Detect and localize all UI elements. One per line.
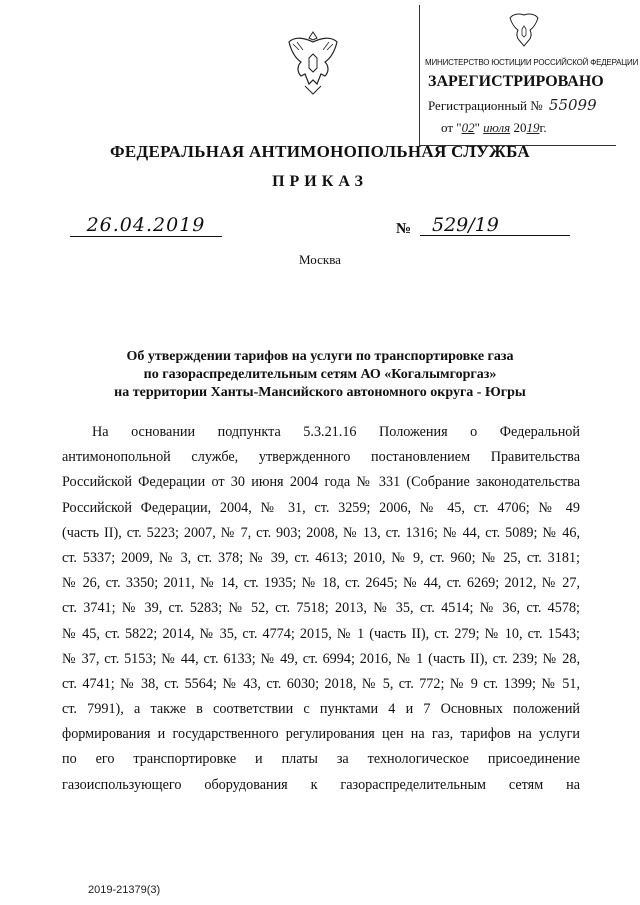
body-line: ст. 5337; 2009, № 3, ст. 378; № 39, ст. 4613; 2010, № 9, ст. 960; № 25, ст. 3181; — [62, 549, 580, 566]
stamp-date-prefix: от " — [441, 120, 462, 135]
stamp-date-year-prefix: 20 — [513, 120, 527, 135]
subject-line-1: Об утверждении тарифов на услуги по транспортировке газа — [126, 349, 514, 364]
stamp-registered-label: ЗАРЕГИСТРИРОВАНО — [428, 73, 604, 90]
stamp-date-year: 19 — [526, 120, 540, 135]
agency-name: ФЕДЕРАЛЬНАЯ АНТИМОНОПОЛЬНАЯ СЛУЖБА — [109, 142, 530, 161]
body-line: Российской Федерации, 2004, № 31, ст. 3259; 2006, № 45, ст. 4706; № 49 — [62, 499, 580, 516]
body-line: газоиспользующего оборудования к газораспределительным сетям на — [62, 776, 580, 793]
order-title: ПРИКАЗ — [272, 173, 368, 190]
order-subject — [60, 348, 580, 402]
subject-line-3: на территории Ханты-Мансийского автономного округа - Югры — [114, 385, 526, 400]
body-line: по его транспортировке и платы за технологическое присоединение — [62, 751, 580, 768]
body-line: ст. 3741; № 39, ст. 5283; № 52, ст. 7518; 2013, № 35, ст. 4514; № 36, ст. 4578; — [62, 600, 580, 617]
body-line: Российской Федерации от 30 июня 2004 года № 331 (Собрание законодательства — [62, 474, 580, 491]
body-line: ст. 7991), а также в соответствии с пунктами 4 и 7 Основных положений — [62, 701, 580, 718]
stamp-registration-number — [428, 96, 597, 114]
stamp-date-day: 02 — [461, 120, 475, 135]
body-line: № 45, ст. 5822; 2014, № 35, ст. 4774; 2015, № 1 (часть II), ст. 279; № 10, ст. 1543; — [62, 625, 580, 642]
order-date: 26.04.2019 — [70, 214, 222, 237]
stamp-date-mid: " — [474, 120, 480, 135]
body-line: № 37, ст. 5153; № 44, ст. 6133; № 49, ст. 6994; 2016, № 1 (часть II), ст. 239; № 28, — [62, 650, 580, 667]
stamp-ministry-name: МИНИСТЕРСТВО ЮСТИЦИИ РОССИЙСКОЙ ФЕДЕРАЦИИ — [425, 58, 639, 67]
body-line: (часть II), ст. 5223; 2007, № 7, ст. 903; 2008, № 13, ст. 1316; № 44, ст. 5089; № 46, — [62, 524, 580, 541]
order-body — [62, 420, 580, 798]
body-line: На основании подпункта 5.3.21.16 Положения о Федеральной — [92, 424, 580, 440]
stamp-reg-label: Регистрационный № — [428, 98, 543, 113]
stamp-coat-of-arms-icon — [507, 12, 541, 50]
body-line: № 26, ст. 3350; 2011, № 14, ст. 1935; № 18, ст. 2645; № 44, ст. 6269; 2012, № 27, — [62, 575, 580, 592]
stamp-date-month: июля — [483, 120, 511, 135]
order-number-label: № — [396, 221, 412, 237]
coat-of-arms-emblem — [283, 28, 343, 100]
stamp-date-suffix: г. — [539, 120, 547, 135]
order-number: 529/19 — [420, 214, 570, 236]
stamp-registration-date — [441, 120, 547, 136]
city: Москва — [299, 252, 341, 267]
document-code-footer: 2019-21379(3) — [88, 884, 161, 896]
stamp-reg-number-value: 55099 — [548, 96, 597, 114]
body-line: формирования и государственного регулирования цен на газ, тарифов на услуги — [62, 726, 580, 743]
body-line: ст. 4741; № 38, ст. 5564; № 43, ст. 6030; 2018, № 5, ст. 772; № 9 ст. 1399; № 51, — [62, 675, 580, 692]
body-line: антимонопольной службе, утвержденного постановлением Правительства — [62, 449, 580, 466]
subject-line-2: по газораспределительным сетям АО «Когалымгоргаз» — [143, 367, 497, 382]
